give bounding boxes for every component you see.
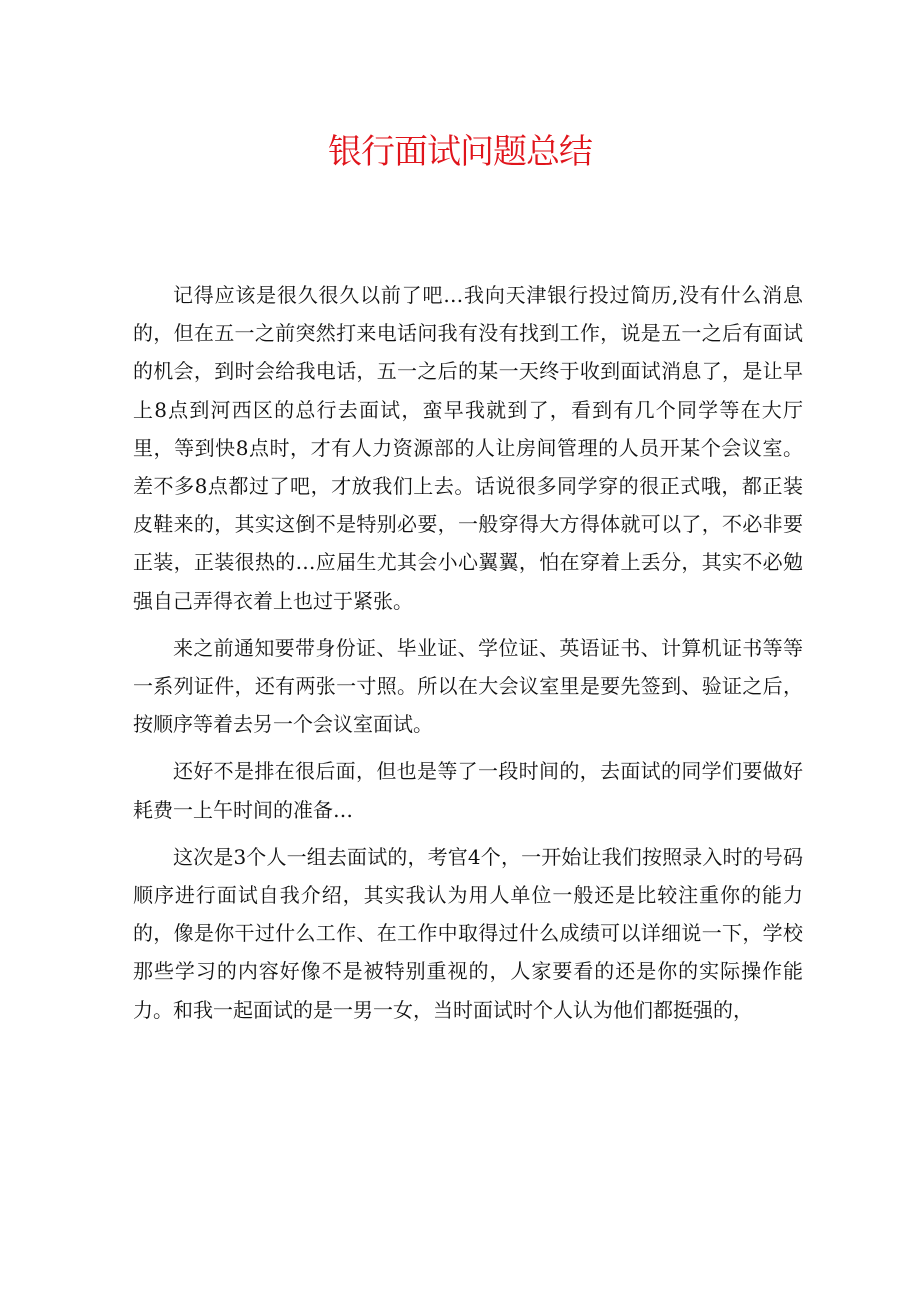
- paragraph: 来之前通知要带身份证、毕业证、学位证、英语证书、计算机证书等等一系列证件，还有两张一寸照。所以在大会议室里是要先签到、验证之后，按顺序等着去另一个会议室面试。: [133, 635, 803, 737]
- document-title: 银行面试问题总结: [328, 132, 592, 172]
- paragraph: 这次是3个人一组去面试的，考官4个，一开始让我们按照录入时的号码顺序进行面试自我介绍，其实我认为用人单位一般还是比较注重你的能力的，像是你干过什么工作、在工作中取得过什么成绩可以详细说一下，学校那些学习的内容好像不是被特别重视的，人家要看的还是你的实际操作能力。和我一起面试的是一男一女，当时面试时个人认为他们都挺强的，: [133, 844, 803, 1022]
- document-body: [133, 276, 803, 1038]
- paragraph: 还好不是排在很后面，但也是等了一段时间的，去面试的同学们要做好耗费一上午时间的准备…: [133, 759, 803, 822]
- paragraph: 记得应该是很久很久以前了吧…我向天津银行投过简历,没有什么消息的，但在五一之前突然打来电话问我有没有找到工作，说是五一之后有面试的机会，到时会给我电话，五一之后的某一天终于收到面试消息了，是让早上8点到河西区的总行去面试，蛮早我就到了，看到有几个同学等在大厅里，等到快8点时，才有人力资源部的人让房间管理的人员开某个会议室。差不多8点都过了吧，才放我们上去。话说很多同学穿的很正式哦，都正装皮鞋来的，其实这倒不是特别必要，一般穿得大方得体就可以了，不必非要正装，正装很热的…应届生尤其会小心翼翼，怕在穿着上丢分，其实不必勉强自己弄得衣着上也过于紧张。: [133, 283, 803, 613]
